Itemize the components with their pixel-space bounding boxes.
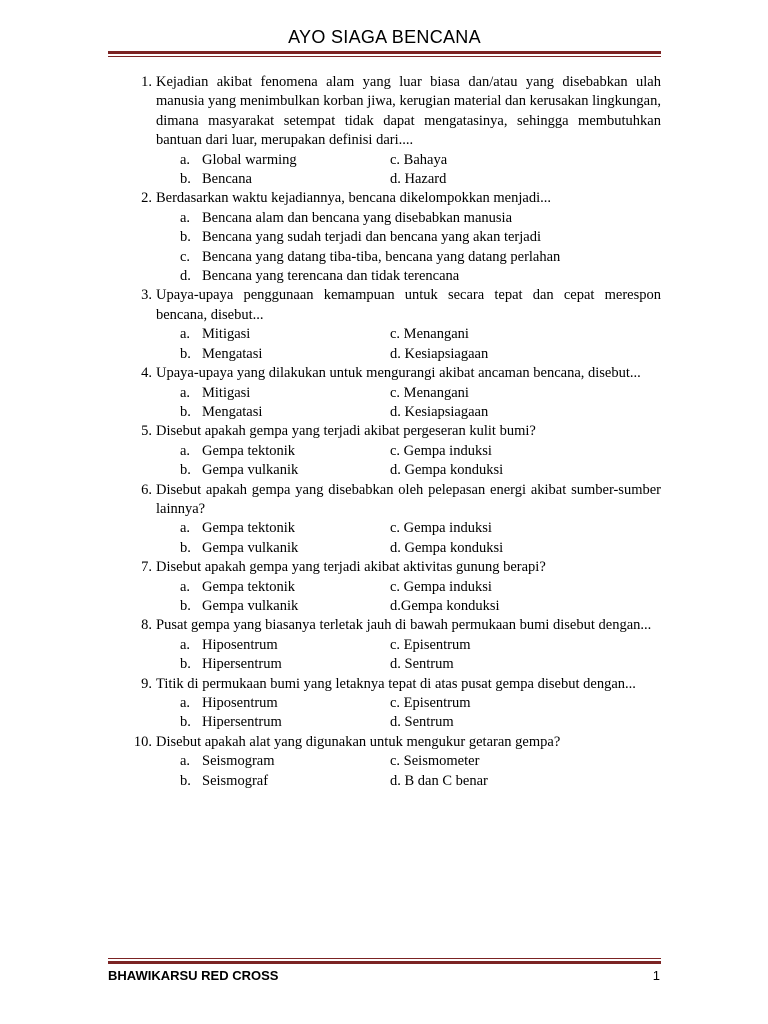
answer-option (180, 442, 390, 461)
page-title: AYO SIAGA BENCANA (288, 27, 481, 47)
answer-option (180, 248, 661, 267)
answer-option (390, 384, 590, 403)
question-text: Berdasarkan waktu kejadiannya, bencana dikelompokkan menjadi... (156, 190, 551, 207)
question-text: Disebut apakah gempa yang terjadi akibat pergeseran kulit bumi? (156, 423, 536, 440)
answer-options (180, 151, 661, 190)
question-item (120, 286, 661, 364)
answer-option (180, 228, 661, 247)
question-number: 5. (141, 423, 152, 440)
answer-option (390, 539, 590, 558)
answer-option (180, 519, 390, 538)
option-letter: b. (180, 656, 191, 673)
option-text: Hipersentrum (202, 656, 282, 673)
option-text: d. Sentrum (390, 714, 454, 731)
option-text: d. Hazard (390, 171, 447, 188)
option-letter: d. (180, 268, 191, 285)
page-number: 1 (652, 968, 660, 983)
question-number: 4. (141, 365, 152, 382)
answer-option (180, 636, 390, 655)
question-number: 3. (141, 287, 152, 304)
answer-options (180, 636, 661, 675)
question-number: 9. (141, 675, 152, 692)
answer-option (390, 694, 590, 713)
answer-option (180, 694, 390, 713)
answer-options (180, 209, 661, 287)
option-text: Bencana (202, 171, 252, 188)
answer-options (180, 384, 661, 423)
header-rule-thin (108, 56, 661, 57)
option-letter: a. (180, 578, 191, 595)
question-item (120, 73, 661, 189)
option-text: Global warming (202, 151, 297, 168)
option-letter: a. (180, 695, 191, 711)
question-number: 10. (133, 733, 152, 750)
question-item (120, 558, 661, 616)
answer-option (180, 772, 390, 791)
option-text: Bencana yang terencana dan tidak terencana (202, 268, 460, 285)
answer-options (180, 519, 661, 558)
answer-option (180, 151, 390, 170)
answer-option (390, 325, 590, 344)
option-text: Gempa tektonik (202, 520, 296, 537)
option-text: Gempa vulkanik (202, 539, 299, 556)
option-text: c. Menangani (390, 326, 469, 343)
answer-option (390, 752, 590, 771)
question-text: Disebut apakah gempa yang terjadi akibat aktivitas gunung berapi? (156, 559, 546, 576)
answer-option (180, 578, 390, 597)
option-letter: b. (180, 539, 191, 556)
option-text: Seismograf (202, 772, 269, 789)
answer-options (180, 694, 661, 733)
question-text: Kejadian akibat fenomena alam yang luar biasa dan/atau yang disebabkan ulah manusia yang menimbulkan korban jiwa, kerugian material dan kerusakan lingkungan, dimana masyarakat setempat tidak dapat mengatasinya, sehingga membutuhkan bantuan dari luar, merupakan definisi dari.... (156, 74, 661, 149)
option-text: Hiposentrum (202, 695, 278, 711)
question-item (120, 616, 661, 674)
question-number: 8. (141, 617, 152, 634)
option-text: Mitigasi (202, 384, 251, 401)
question-text: Upaya-upaya penggunaan kemampuan untuk secara tepat dan cepat merespon bencana, disebut... (156, 287, 661, 323)
answer-option (180, 384, 390, 403)
option-text: c. Gempa induksi (390, 442, 492, 459)
option-letter: b. (180, 345, 191, 362)
option-text: Gempa vulkanik (202, 462, 299, 479)
option-text: c. Episentrum (390, 636, 471, 653)
option-letter: a. (180, 520, 191, 537)
question-item (120, 675, 661, 733)
question-item (120, 189, 661, 286)
option-text: c. Seismometer (390, 753, 480, 770)
option-text: Gempa tektonik (202, 442, 296, 459)
option-text: Hipersentrum (202, 714, 282, 731)
answer-options (180, 442, 661, 481)
answer-option (390, 519, 590, 538)
header-rule (108, 51, 661, 54)
option-text: Mitigasi (202, 326, 251, 343)
option-text: c. Menangani (390, 384, 469, 401)
footer-rule-thin (108, 958, 661, 959)
option-letter: b. (180, 772, 191, 789)
option-text: d. Gempa konduksi (390, 462, 504, 479)
answer-option (390, 345, 590, 364)
question-number: 1. (141, 74, 152, 90)
question-text: Titik di permukaan bumi yang letaknya tepat di atas pusat gempa disebut dengan... (156, 675, 636, 692)
option-text: Mengatasi (202, 345, 263, 362)
question-number: 7. (141, 559, 152, 576)
option-letter: a. (180, 442, 191, 459)
option-letter: b. (180, 462, 191, 479)
option-letter: a. (180, 326, 191, 343)
option-text: c. Bahaya (390, 151, 448, 168)
answer-option (390, 442, 590, 461)
option-text: Gempa tektonik (202, 578, 296, 595)
question-item (120, 733, 661, 791)
answer-option (390, 578, 590, 597)
answer-option (390, 655, 590, 674)
option-text: Bencana yang datang tiba-tiba, bencana yang datang perlahan (202, 248, 561, 265)
answer-option (180, 461, 390, 480)
answer-option (180, 713, 390, 732)
answer-option (180, 597, 390, 616)
option-text: d. Kesiapsiagaan (390, 403, 489, 420)
answer-option (390, 151, 590, 170)
option-letter: a. (180, 636, 191, 653)
option-letter: a. (180, 209, 191, 226)
answer-option (180, 539, 390, 558)
question-text: Disebut apakah gempa yang disebabkan oleh pelepasan energi akibat sumber-sumber lainnya? (156, 481, 661, 517)
answer-option (390, 461, 590, 480)
option-text: Seismogram (202, 753, 275, 770)
option-letter: b. (180, 171, 191, 188)
answer-option (390, 713, 590, 732)
option-letter: a. (180, 384, 191, 401)
option-text: Bencana alam dan bencana yang disebabkan manusia (202, 209, 513, 226)
answer-option (180, 209, 661, 228)
answer-option (180, 170, 390, 189)
option-letter: a. (180, 151, 191, 168)
option-letter: b. (180, 597, 191, 614)
question-list (120, 73, 661, 791)
answer-option (180, 325, 390, 344)
question-text: Pusat gempa yang biasanya terletak jauh di bawah permukaan bumi disebut dengan... (156, 617, 652, 634)
option-letter: c. (180, 248, 191, 265)
footer-organization: BHAWIKARSU RED CROSS (108, 968, 279, 983)
question-number: 2. (141, 190, 152, 207)
option-text: Hiposentrum (202, 636, 278, 653)
option-letter: a. (180, 753, 191, 770)
answer-option (390, 170, 590, 189)
answer-option (390, 597, 590, 616)
answer-option (180, 655, 390, 674)
question-number: 6. (141, 481, 152, 498)
option-letter: b. (180, 403, 191, 420)
question-text: Disebut apakah alat yang digunakan untuk mengukur getaran gempa? (156, 733, 561, 750)
option-letter: b. (180, 229, 191, 246)
option-text: c. Episentrum (390, 695, 471, 711)
answer-option (390, 636, 590, 655)
option-text: d.Gempa konduksi (390, 597, 500, 614)
option-text: c. Gempa induksi (390, 578, 492, 595)
footer-rule (108, 961, 661, 964)
answer-options (180, 325, 661, 364)
option-letter: b. (180, 714, 191, 731)
answer-option (390, 403, 590, 422)
answer-options (180, 752, 661, 791)
option-text: d. Gempa konduksi (390, 539, 504, 556)
answer-option (180, 345, 390, 364)
question-text: Upaya-upaya yang dilakukan untuk mengurangi akibat ancaman bencana, disebut... (156, 365, 641, 382)
option-text: c. Gempa induksi (390, 520, 492, 537)
option-text: d. B dan C benar (390, 772, 488, 789)
option-text: Bencana yang sudah terjadi dan bencana yang akan terjadi (202, 229, 541, 246)
question-item (120, 481, 661, 559)
answer-option (180, 752, 390, 771)
answer-option (390, 772, 590, 791)
option-text: Gempa vulkanik (202, 597, 299, 614)
option-text: d. Sentrum (390, 656, 454, 673)
answer-options (180, 578, 661, 617)
question-item (120, 422, 661, 480)
question-item (120, 364, 661, 422)
option-text: Mengatasi (202, 403, 263, 420)
answer-option (180, 403, 390, 422)
answer-option (180, 267, 661, 286)
option-text: d. Kesiapsiagaan (390, 345, 489, 362)
